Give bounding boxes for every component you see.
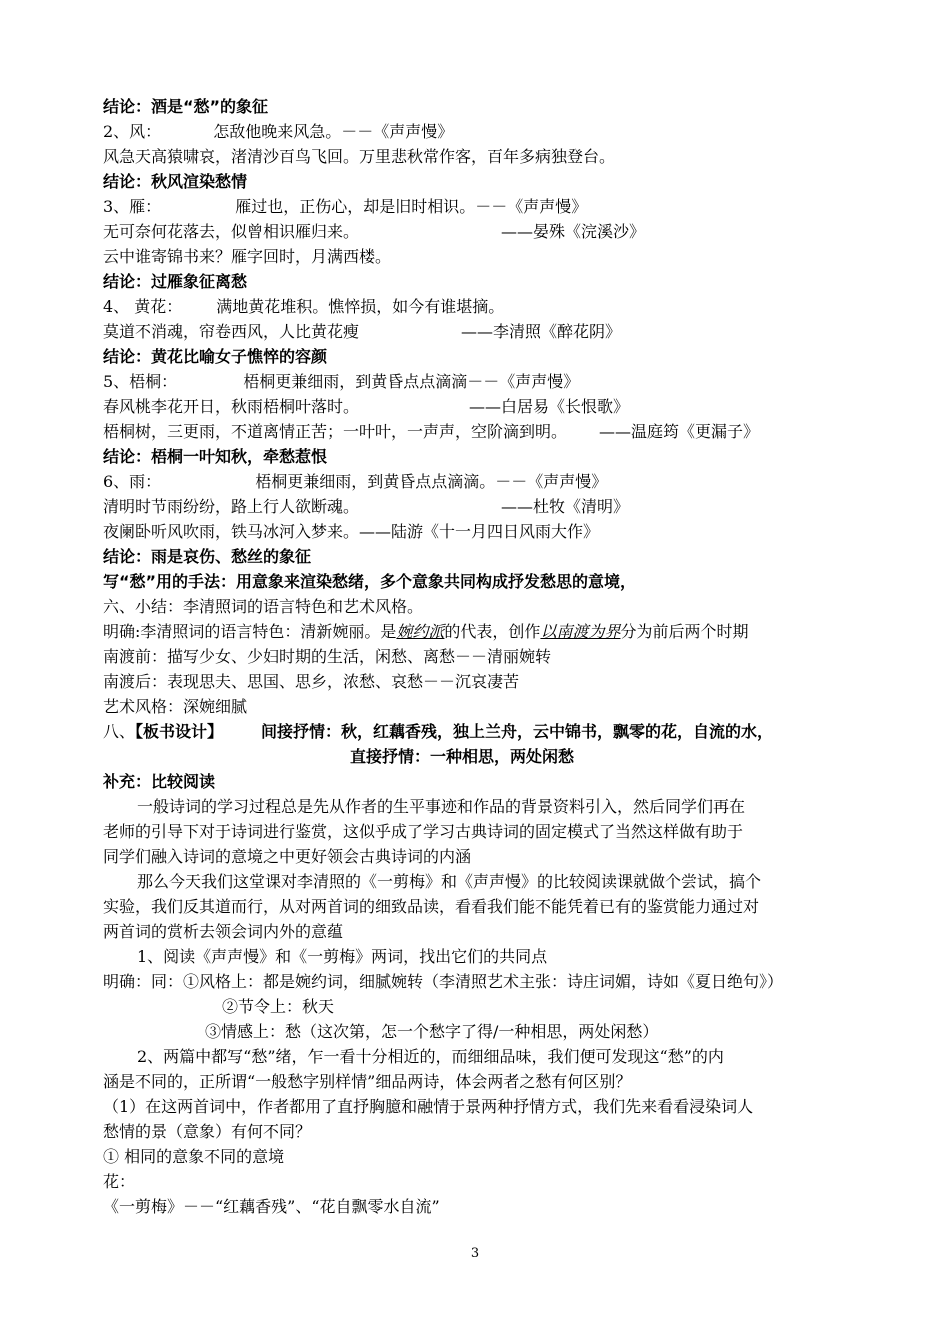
paragraph-line: 同学们融入诗词的意境之中更好领会古典诗词的内涵 <box>103 847 472 866</box>
clarification-text: 分为前后两个时期 <box>620 622 749 641</box>
similarity-emotion: ③情感上：愁（这次第，怎一个愁字了得/一种相思，两处闲愁） <box>205 1022 659 1041</box>
poem-source: ——杜牧《清明》 <box>501 497 630 516</box>
clarification-line <box>103 621 748 643</box>
paragraph-line: 实验，我们反其道而行，从对两首词的细致品读，看看我们能不能凭着已有的鉴赏能力通过对 <box>103 897 760 916</box>
paragraph-line: 一般诗词的学习过程总是先从作者的生平事迹和作品的背景资料引入，然后同学们再在 <box>137 797 746 816</box>
poem-line: 云中谁寄锦书来？雁字回时，月满西楼。 <box>103 247 392 266</box>
section-number: 八、 <box>103 722 136 741</box>
subheading-imagery: ① 相同的意象不同的意境 <box>103 1147 285 1166</box>
clarification-text: 的代表，创作 <box>444 622 541 641</box>
board-design-label: 【板书设计】 <box>135 722 224 741</box>
conclusion-wind: 结论：秋风渲染愁情 <box>103 172 248 191</box>
poem-text: 春风桃李花开日，秋雨梧桐叶落时。 <box>103 397 360 416</box>
subheading-flower: 花： <box>103 1172 136 1191</box>
poem-line <box>103 421 759 443</box>
item-label: 5、梧桐： <box>103 372 178 391</box>
item-label: 3、雁： <box>103 197 162 216</box>
item-phoenix-tree <box>103 371 579 393</box>
paragraph-line: 那么今天我们这堂课对李清照的《一剪梅》和《声声慢》的比较阅读课就做个尝试，搞个 <box>137 872 762 891</box>
similarity-style: 明确：同：①风格上：都是婉约词，细腻婉转（李清照艺术主张：诗庄词媚，诗如《夏日绝句》） <box>103 972 784 991</box>
poem-line <box>103 321 621 343</box>
item-label: 6、雨： <box>103 472 162 491</box>
conclusion-chrysanthemum: 结论：黄花比喻女子憔悴的容颜 <box>103 347 328 366</box>
section-six-heading: 六、小结：李清照词的语言特色和艺术风格。 <box>103 597 424 616</box>
poem-line <box>103 496 629 518</box>
conclusion-phoenix-tree: 结论：梧桐一叶知秋，牵愁惹恨 <box>103 447 328 466</box>
board-design <box>103 721 773 743</box>
paragraph-line: （1）在这两首词中，作者都用了直抒胸臆和融情于景两种抒情方式，我们先来看看浸染词人 <box>103 1097 754 1116</box>
item-quote: 雁过也，正伤心，却是旧时相识。－－《声声慢》 <box>235 197 588 216</box>
paragraph-line: 老师的引导下对于诗词进行鉴赏，这似乎成了学习古典诗词的固定模式了当然这样做有助于 <box>103 822 744 841</box>
poem-text: 清明时节雨纷纷，路上行人欲断魂。 <box>103 497 360 516</box>
poem-line: 夜阑卧听风吹雨，铁马冰河入梦来。——陆游《十一月四日风雨大作》 <box>103 522 600 541</box>
item-quote: 梧桐更兼细雨，到黄昏点点滴滴－－《声声慢》 <box>243 372 580 391</box>
item-quote: 满地黄花堆积。憔悴损，如今有谁堪摘。 <box>216 297 505 316</box>
clarification-text: 明确:李清照词的语言特色：清新婉丽。是 <box>103 622 397 641</box>
task-two: 2、两篇中都写“愁”绪，乍一看十分相近的，而细细品味，我们便可发现这“愁”的内 <box>137 1047 724 1066</box>
wanyue-school: 婉约派 <box>396 622 445 641</box>
after-nandu: 南渡后：表现思夫、思国、思乡，浓愁、哀愁－－沉哀凄苦 <box>103 672 520 691</box>
conclusion-rain: 结论：雨是哀伤、愁丝的象征 <box>103 547 312 566</box>
poem-text: 莫道不消魂，帘卷西风，人比黄花瘦 <box>103 322 360 341</box>
poem-text: 无可奈何花落去，似曾相识雁归来。 <box>103 222 360 241</box>
item-goose <box>103 196 587 218</box>
item-quote: 怎敌他晚来风急。－－《声声慢》 <box>213 122 454 141</box>
similarity-season: ②节令上：秋天 <box>222 997 335 1016</box>
paragraph-line: 两首词的赏析去领会词内外的意蕴 <box>103 922 344 941</box>
item-wind <box>103 121 453 143</box>
poem-line <box>103 396 629 418</box>
poem-line <box>103 221 645 243</box>
poem-source: ——李清照《醉花阴》 <box>461 322 622 341</box>
technique-summary: 写“愁”用的手法：用意象来渲染愁绪，多个意象共同构成抒发愁思的意境， <box>103 572 637 591</box>
item-chrysanthemum <box>103 296 504 318</box>
flower-quote: 《一剪梅》－－“红藕香残”、“花自飘零水自流” <box>103 1197 440 1216</box>
poem-source: ——白居易《长恨歌》 <box>469 397 630 416</box>
poem-line: 风急天高猿啸哀，渚清沙百鸟飞回。万里悲秋常作客，百年多病独登台。 <box>103 147 616 166</box>
item-label: 4、 黄花： <box>103 297 183 316</box>
supplement-heading: 补充：比较阅读 <box>103 772 216 791</box>
poem-source: ——温庭筠《更漏子》 <box>599 422 760 441</box>
page-number: 3 <box>470 1246 480 1261</box>
art-style: 艺术风格：深婉细腻 <box>103 697 248 716</box>
nandu-boundary: 以南渡为界 <box>540 622 621 641</box>
paragraph-line: 愁情的景（意象）有何不同？ <box>103 1122 312 1141</box>
before-nandu: 南渡前：描写少女、少妇时期的生活，闲愁、离愁－－清丽婉转 <box>103 647 552 666</box>
indirect-lyric: 间接抒情：秋，红藕香残，独上兰舟，云中锦书，飘零的花，自流的水， <box>261 722 774 741</box>
conclusion-wine: 结论：酒是“愁”的象征 <box>103 97 269 116</box>
paragraph-line: 涵是不同的，正所谓“一般愁字别样情”细品两诗，体会两者之愁有何区别？ <box>103 1072 632 1091</box>
item-rain <box>103 471 607 493</box>
item-label: 2、风： <box>103 122 162 141</box>
poem-text: 梧桐树，三更雨，不道离情正苦；一叶叶，一声声，空阶滴到明。 <box>103 422 568 441</box>
task-one: 1、阅读《声声慢》和《一剪梅》两词，找出它们的共同点 <box>137 947 548 966</box>
item-quote: 梧桐更兼细雨，到黄昏点点滴滴。－－《声声慢》 <box>255 472 608 491</box>
direct-lyric: 直接抒情：一种相思，两处闲愁 <box>350 747 575 766</box>
poem-source: ——晏殊《浣溪沙》 <box>501 222 646 241</box>
conclusion-goose: 结论：过雁象征离愁 <box>103 272 248 291</box>
